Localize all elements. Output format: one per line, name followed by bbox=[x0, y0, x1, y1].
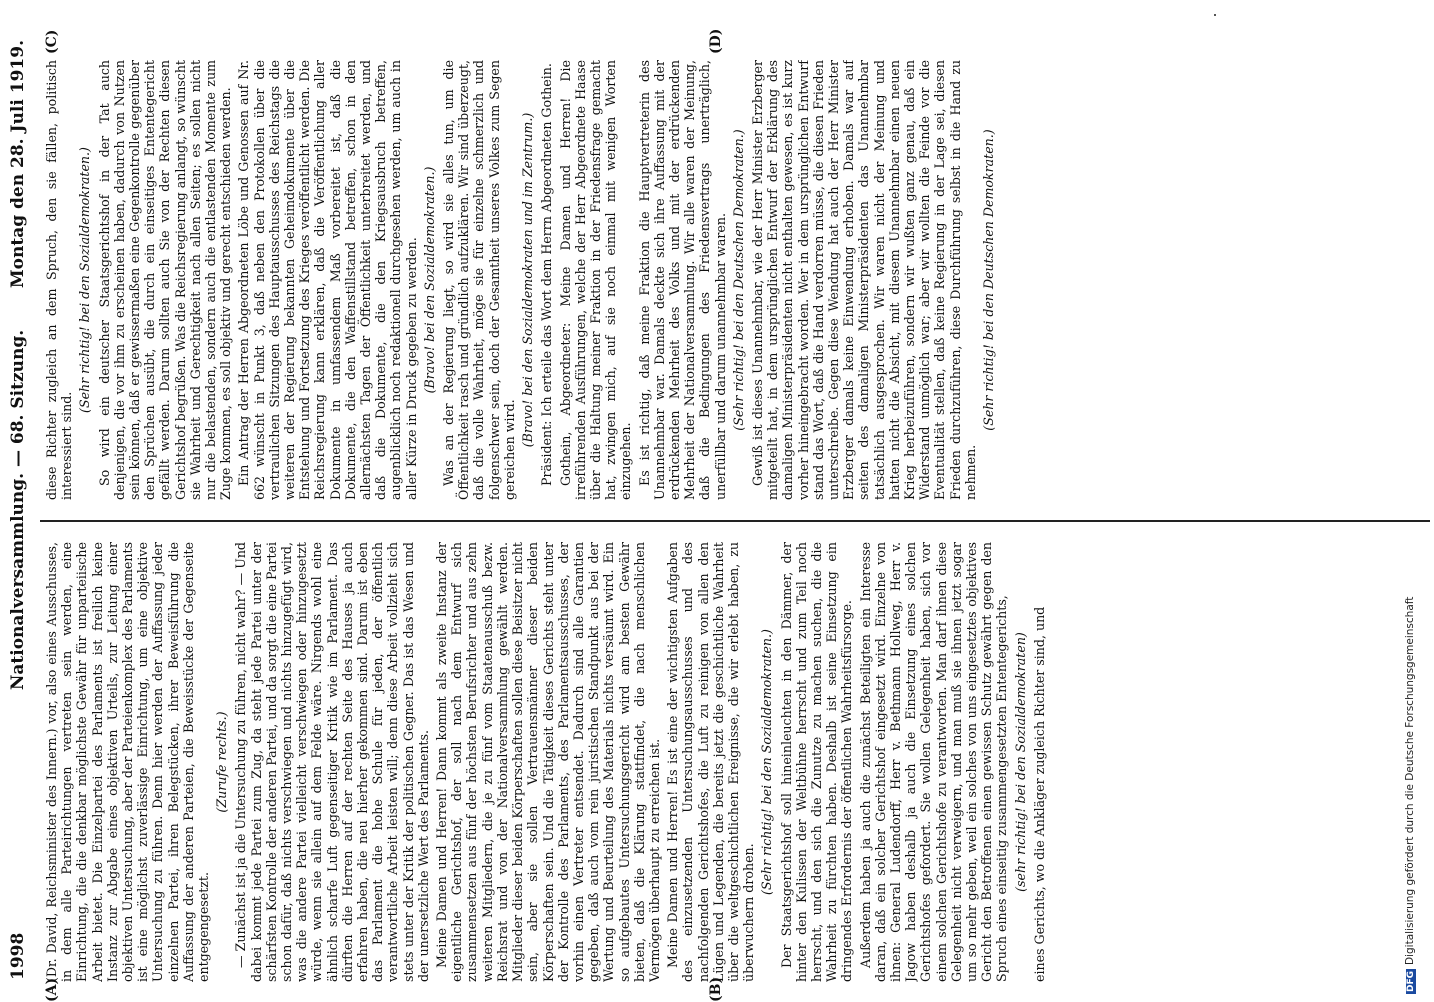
paragraph: Ein Antrag der Herren Abgeordneten Löbe und Genossen auf Nr. 662 wünscht in Punkt 3, daß neben den Protokollen über die vertraulichen Sitzungen des Hauptausschusses des Reichstags die weiteren der Regierung bekannten Geheimdokumente über die Entstehung und Fortsetzung des Krieges veröffentlicht werden. Die Reichsregierung kann erklären, daß die Veröffentlichung aller Dokumente in umfassendem Maß vorbereitet ist, daß die Dokumente, die den Waffenstillstand betreffen, schon in den allernächsten Tagen der Öffentlichkeit unterbreitet werden, und daß die Dokumente, die den Kriegsausbruch betreffen, augenblicklich noch redaktionell durchgesehen werden, um auch in aller Kürze in Druck gegeben zu werden. bbox=[236, 60, 419, 500]
paragraph: Meine Damen und Herren! Dann kommt als zweite Instanz der eigentliche Gerichtshof, der soll nach dem Entwurf sich zusammensetzen aus fünf der höchsten Berufsrichter und aus zehn weiteren Mitgliedern, die je zu fünf vom Staatenausschuß bezw. Reichsrat und von der Nationalversammlung gewählt werden. Mitglieder dieser beiden Körperschaften sollen diese Beisitzer nicht sein, aber sie sollen Vertrauensmänner dieser beiden Körperschaften sein. Und die Tätigkeit dieses Gerichts steht unter der Kontrolle des Parlaments, des Parlamentsausschusses, der vorhin einen Vertreter entsendet. Dadurch sind alle Garantien gegeben, daß auch vom rein juristischen Standpunkt aus bei der Wertung und Beurteilung des Materials nichts versäumt wird. Ein so aufgebautes Untersuchungsgericht wird am besten Gewähr bieten, daß die Klärung stattfindet, die nach menschlichen Vermögen überhaupt zu erreichen ist. bbox=[434, 542, 662, 982]
funding-watermark bbox=[1404, 0, 1428, 1000]
paragraph: Der Staatsgerichtshof soll hineinleuchten in den Dämmer, der hinter den Kulissen der Weltbühne herrscht und zum Teil noch herrscht, und den sich die Zunutze zu machen suchen, die die Wahrheit zu fürchten haben. Deshalb ist seine Einsetzung ein dringendes Erfordernis der öffentlichen Wahrheitsfürsorge. bbox=[778, 542, 855, 982]
watermark-text-wrap bbox=[1404, 0, 1416, 1000]
paragraph: (Dr. David, Reichsminister des Innern.) vor, also eines Ausschusses, in dem alle Parteirichtungen vertreten sein werden, eine Einrichtung, die die denkbar möglichste Gewähr für unparteiische Arbeit bietet. Die Einzelpartei des Parlaments ist freilich keine Instanz zur Abgabe eines objektiven Urteils, zur Leitung einer objektiven Untersuchung, aber der Parteienkomplex des Parlaments ist eine möglichst zuverlässige Einrichtung, um eine objektive Untersuchung zu führen. Denn hier werden der Auffassung jeder einzelnen Partei, ihren Belegstücken, ihrer Beweisführung die Auffassung der anderen Parteien, die Beweisstücke der Gegenseite entgegengesetzt. bbox=[44, 542, 212, 982]
dfg-logo-icon: DFG bbox=[1406, 970, 1416, 992]
margin-marker-d: (D) bbox=[708, 28, 724, 54]
paragraph: Gewiß ist dieses Unannehmbar, wie der Herr Minister Erzberger mitgeteilt hat, in dem ursprünglichen Entwurf der Erklärung des damaligen Ministerpräsidenten nicht enthalten gewesen, es ist kurz vorher hineingebracht worden. Wer in dem ursprünglichen Entwurf stand das Wort, daß die Hand verdorren müsse, die diesen Frieden unterschreibe. Gegen diese Wendung hat auch der Herr Minister Erzberger damals keine Einwendung erhoben. Damals war auf seiten des damaligen Ministerpräsidenten das Unannehmbar tatsächlich ausgesprochen. Wir waren nicht der Meinung und hatten nicht die Absicht, mit diesem Unannehmbar einen neuen Krieg herbeizuführen, sondern wir wußten ganz genau, daß ein Widerstand unmöglich war; aber wir wollten die Feinde vor die Eventualität stellen, daß keine Regierung in der Lage sei, diesen Frieden durchzuführen, diese Durchführung selbst in die Hand zu nehmen. bbox=[749, 60, 978, 500]
interjection: (Sehr richtig! bei den Sozialdemokraten.) bbox=[759, 629, 775, 895]
speaker-paragraph: Gothein, Abgeordneter: Meine Damen und Herren! Die irreführenden Ausführungen, welche der Herr Abgeordnete Haase über die Haltung meiner Fraktion in der Friedensfrage gemacht hat, zwingen mich, auf sie noch einmal mit wenigen Worten einzugehen. bbox=[557, 60, 634, 500]
page-number: 1998 bbox=[8, 932, 28, 980]
interjection: (Sehr richtig! bei den Sozialdemokraten.) bbox=[77, 147, 93, 413]
paragraph: Es ist richtig, daß meine Fraktion die Hauptvertreterin des Unannehmbar war. Damals deckte sich ihre Auffassung mit der erdrückenden Mehrheit des Volks und mit der erdrückenden Mehrheit der Nationalversammlung. Wir alle waren der Meinung, daß die Bedingungen des Friedensvertrags unerträglich, unerfüllbar und darum unannehmbar waren. bbox=[636, 60, 728, 500]
margin-marker-a: (A) bbox=[44, 977, 60, 1002]
interjection: (Sehr richtig! bei den Deutschen Demokraten.) bbox=[730, 129, 746, 431]
watermark-text: Digitalisierung gefördert durch die Deutsche Forschungsgemeinschaft bbox=[1404, 596, 1416, 965]
interjection: (Sehr richtig! bei den Deutschen Demokraten.) bbox=[980, 129, 996, 431]
paragraph: Was an der Regierung liegt, so wird sie alles tun, um die Öffentlichkeit rasch und gründlich aufzuklären. Wir sind überzeugt, daß die volle Wahrheit, möge sie für einzelne schmerzlich und folgenschwer sein, doch der Gesamtheit unseres Volkes zum Segen gereichen wird. bbox=[441, 60, 517, 500]
column-separator bbox=[40, 520, 1430, 522]
scan-speck bbox=[1214, 14, 1216, 16]
session-date: Montag den 28. Juli 1919. bbox=[8, 40, 28, 289]
interjection: (sehr richtig! bei den Sozialdemokraten) bbox=[1012, 632, 1028, 892]
paragraph: — Zunächst ist ja die Untersuchung zu führen, nicht wahr? — Und dabei kommt jede Partei zum Zug, da steht jede Partei unter der schärfsten Kontrolle der anderen Partei, und da sorgt die eine Partei schon dafür, daß nichts verschwiegen und nichts hinzugefügt wird, was die andere Partei vielleicht verschwiegen oder hinzugesetzt würde, wenn sie allein auf dem Felde wäre. Nirgends wohl eine ähnlich scharfe Luft gegenseitiger Kritik wie im Parlament. Das dürften die Herren auf der rechten Seite des Hauses ja auch erfahren haben, die neu hierher gekommen sind. Darum ist eben das Parlament die hohe Schule für jeden, der öffentlich verantwortliche Arbeit leisten will; denn diese Arbeit vollzieht sich stets unter der Kritik der politischen Gegner. Das ist das Wesen und der unersetzliche Wert des Parlaments. bbox=[233, 542, 431, 982]
paragraph: Außerdem haben ja auch die zunächst Beteiligten ein Interesse daran, daß ein solcher Gerichtshof eingesetzt wird. Einzelne von ihnen: General Ludendorff, Herr v. Bethmann Hollweg, Herr v. Jagow haben deshalb ja auch die Einsetzung eines solchen Gerichtshofes gefordert. Sie wollen Gelegenheit haben, sich vor einem solchen Gerichtshofe zu verantworten. Man darf ihnen diese Gelegenheit nicht verweigern, und man muß sie ihnen jetzt sogar um so mehr geben, weil ein solches von uns eingesetztes objektives Gericht den Betroffenen einen gewissen Schutz gewährt gegen den Spruch eines einseitig zusammengesetzten Ententegerichts, bbox=[857, 542, 1010, 982]
paragraph: eines Gerichts, wo die Ankläger zugleich Richter sind, und bbox=[1031, 606, 1047, 982]
margin-marker-b: (B) bbox=[708, 976, 724, 1002]
speaker-paragraph: Präsident: Ich erteile das Wort dem Herrn Abgeordneten Gothein. bbox=[539, 63, 555, 486]
interjection: (Zurufe rechts.) bbox=[214, 711, 230, 813]
page-title: Nationalversammlung. — 68. Sitzung. bbox=[8, 329, 28, 691]
page-header bbox=[8, 40, 32, 980]
paragraph: So wird ein deutscher Staatsgerichtshof in der Tat auch denjenigen, die vor ihm zu erscheinen haben, dadurch von Nutzen sein können, daß er gewissermaßen eine Gegenkontrolle gegenüber den Sprüchen ausübt, die durch ein einseitiges Ententegericht gefällt werden. Darum sollten auch Sie von der Rechten diesen Gerichtshof begrüßen. Was die Reichsregierung anlangt, so wünscht sie Wahrheit und Gerechtigkeit nach allen Seiten; es sollen nicht nur die belastenden, sondern auch die entlastenden Momente zum Zuge kommen, es soll objektiv und gerecht entschieden werden. bbox=[96, 60, 234, 500]
paragraph: diese Richter zugleich an dem Spruch, den sie fällen, politisch interessiert sind. bbox=[44, 60, 75, 500]
paragraph: Meine Damen und Herren! Es ist eine der wichtigsten Aufgaben des einzusetzenden Untersuchungsausschusses und des nachfolgenden Gerichtshofes, die Luft zu reinigen von allen den Lügen und Legenden, die bereits jetzt die geschichtliche Wahrheit über die weltgeschichtlichen Ereignisse, die wir erlebt haben, zu überwuchern drohen. bbox=[665, 542, 757, 982]
interjection: (Bravo! bei den Sozialdemokraten.) bbox=[421, 166, 437, 394]
right-column bbox=[44, 60, 1424, 500]
interjection: (Bravo! bei den Sozialdemokraten und im Zentrum.) bbox=[520, 112, 536, 448]
left-column bbox=[44, 542, 1424, 982]
margin-marker-c: (C) bbox=[44, 29, 60, 54]
